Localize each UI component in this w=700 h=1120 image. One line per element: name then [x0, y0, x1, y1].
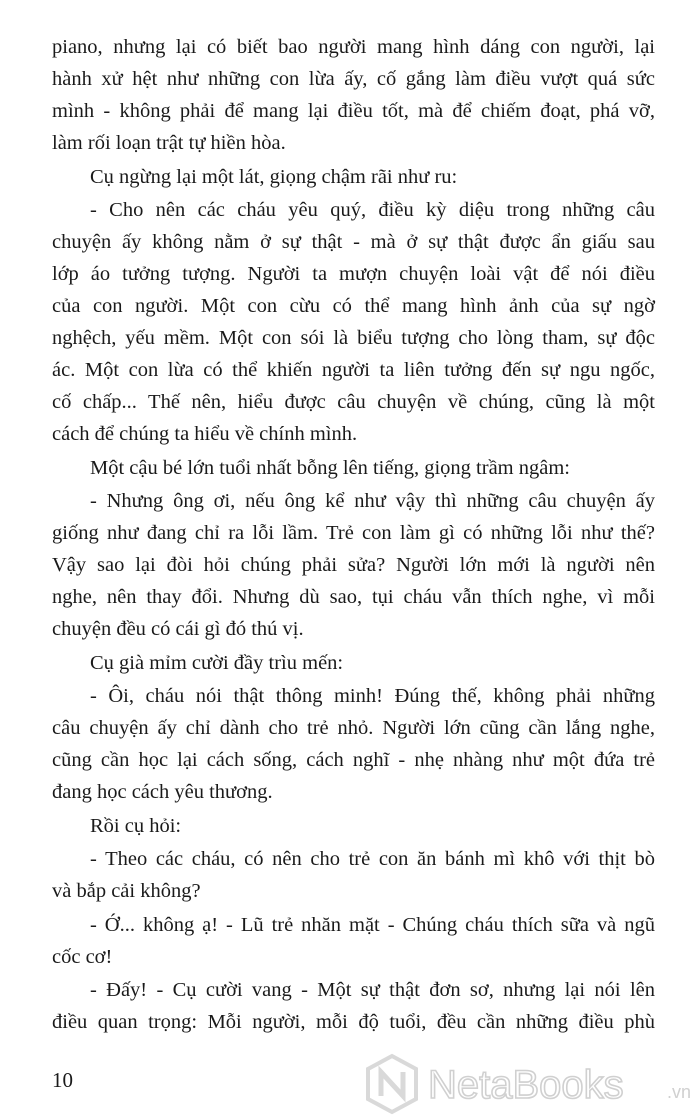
paragraph	[52, 161, 655, 193]
text-line: cũng cần học lại cách sống, cách nghĩ - nhẹ nhàng như một đứa trẻ	[52, 749, 655, 771]
paragraph	[52, 194, 655, 450]
text-line: của con người. Một con cừu có thể mang hình ảnh của sự ngờ	[52, 295, 655, 317]
text-line: - Ớ... không ạ! - Lũ trẻ nhăn mặt - Chúng cháu thích sữa và ngũ	[90, 913, 655, 936]
text-line: chuyện ấy không nằm ở sự thật - mà ở sự thật được ẩn giấu sau	[52, 231, 655, 253]
paragraph	[52, 810, 655, 842]
paragraph	[52, 647, 655, 679]
text-line: nghệch, yếu mềm. Một con sói là biểu tượng cho lòng tham, sự độc	[52, 327, 655, 349]
text-line: đang học cách yêu thương.	[52, 781, 273, 803]
text-line: - Nhưng ông ơi, nếu ông kể như vậy thì những câu chuyện ấy	[90, 490, 655, 512]
paragraph	[52, 680, 655, 808]
page-number: 10	[52, 1068, 73, 1092]
text-line: - Ôi, cháu nói thật thông minh! Đúng thế, không phải những	[90, 685, 655, 707]
paragraph	[52, 31, 655, 159]
text-line: - Cho nên các cháu yêu quý, điều kỳ diệu trong những câu	[90, 199, 655, 221]
text-line: cốc cơ!	[52, 945, 113, 968]
text-line: - Đấy! - Cụ cười vang - Một sự thật đơn sơ, nhưng lại nói lên	[90, 979, 655, 1001]
watermark-suffix-text: .vn	[667, 1082, 692, 1102]
text-line: Vậy sao lại đòi hỏi chúng phải sửa? Người lớn mới là người nên	[52, 554, 655, 576]
text-line: - Theo các cháu, có nên cho trẻ con ăn bánh mì khô với thịt bò	[90, 848, 655, 870]
text-line: làm rối loạn trật tự hiền hòa.	[52, 132, 286, 154]
text-line: cách để chúng ta hiểu về chính mình.	[52, 423, 358, 445]
text-line: chuyện đều có cái gì đó thú vị.	[52, 618, 304, 640]
text-line: piano, nhưng lại có biết bao người mang hình dáng con người, lại	[52, 36, 655, 58]
text-line: Rồi cụ hỏi:	[90, 814, 182, 837]
book-page-body	[52, 31, 655, 1040]
text-line: Cụ ngừng lại một lát, giọng chậm rãi như ru:	[90, 165, 458, 188]
text-line: giống như đang chỉ ra lỗi lầm. Trẻ con làm gì có những lỗi như thế?	[52, 522, 655, 544]
text-line: nghe, nên thay đổi. Nhưng dù sao, tụi cháu vẫn thích nghe, vì mỗi	[52, 586, 655, 608]
text-line: Cụ già mỉm cười đầy trìu mến:	[90, 651, 344, 674]
text-line: lớp áo tưởng tượng. Người ta mượn chuyện loài vật để nói điều	[52, 263, 655, 285]
paragraph	[52, 909, 655, 973]
paragraph	[52, 974, 655, 1038]
paragraph	[52, 452, 655, 484]
watermark-brand-text: NetaBooks	[428, 1063, 624, 1107]
text-line: ác. Một con lừa có thể khiến người ta liên tưởng đến sự ngu ngốc,	[52, 359, 655, 381]
text-line: mình - không phải để mang lại điều tốt, mà để chiếm đoạt, phá vỡ,	[52, 100, 655, 122]
paragraph	[52, 843, 655, 907]
text-line: hành xử hệt như những con lừa ấy, cố gắng làm điều vượt quá sức	[52, 68, 655, 90]
text-line: và bắp cải không?	[52, 880, 201, 902]
text-line: điều quan trọng: Mỗi người, mỗi độ tuổi, đều cần những điều phù	[52, 1011, 655, 1033]
text-line: cố chấp... Thế nên, hiểu được câu chuyện về chúng, cũng là một	[52, 391, 655, 413]
paragraph	[52, 485, 655, 645]
text-line: Một cậu bé lớn tuổi nhất bỗng lên tiếng, giọng trầm ngâm:	[90, 456, 570, 479]
netabooks-watermark-logo	[362, 1050, 700, 1120]
text-line: câu chuyện ấy chỉ dành cho trẻ nhỏ. Người lớn cũng cần lắng nghe,	[52, 717, 655, 739]
